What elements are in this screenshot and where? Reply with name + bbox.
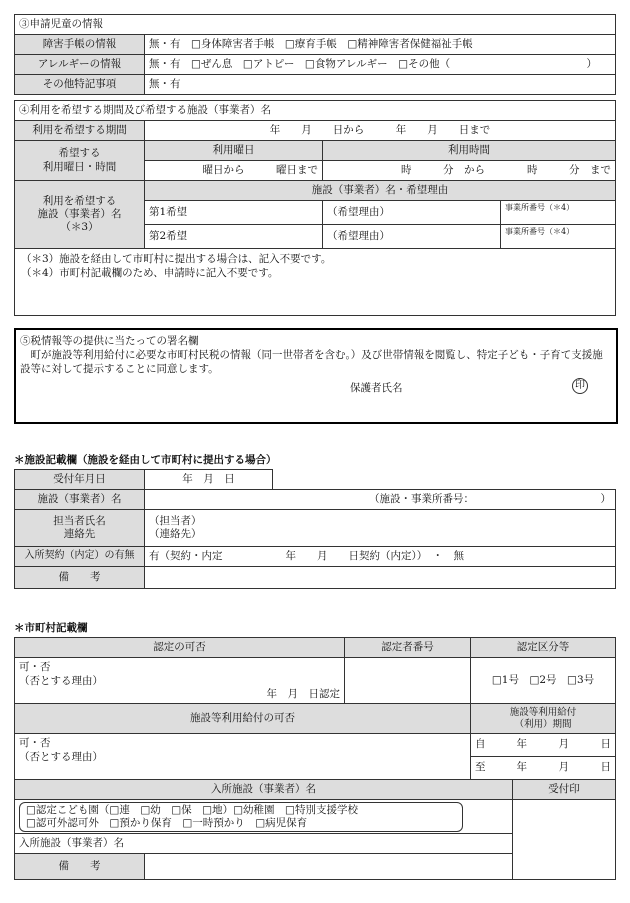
- consent-text: 町が施設等利用給付に必要な市町村民税の情報（同一世帯者を含む。）及び世帯情報を閲覧し、特定子ども・子育て支援施設等に対して提示することに同意します。: [20, 349, 603, 375]
- other-notes-label: その他特記事項: [15, 75, 145, 95]
- allergy-value[interactable]: 無・有 □ぜん息 □アトピー □食物アレルギー □その他（ ）: [145, 55, 616, 75]
- receipt-date-label: 受付年月日: [15, 470, 145, 490]
- time-value[interactable]: 時 分 から 時 分 まで: [323, 161, 616, 181]
- seal-icon: 印: [572, 378, 588, 394]
- benefit-cell[interactable]: 可・否 （否とする理由）: [15, 734, 471, 780]
- stamp-head: 受付印: [513, 780, 616, 800]
- staff-label: 担当者氏名 連絡先: [15, 510, 145, 547]
- choice-2-reason[interactable]: （希望理由）: [323, 225, 501, 249]
- section-city-entry: [14, 620, 616, 880]
- time-head: 利用時間: [323, 141, 616, 161]
- contract-value[interactable]: 有（契約・内定 年 月 日契約（内定）） ・ 無: [145, 547, 616, 567]
- period-label: 利用を希望する期間: [15, 121, 145, 141]
- period-from[interactable]: 自 年 月 日: [471, 734, 616, 757]
- class-head: 認定区分等: [471, 638, 616, 658]
- allergy-label: アレルギーの情報: [15, 55, 145, 75]
- facility-options[interactable]: [15, 800, 513, 834]
- facility-label: 利用を希望する 施設（事業者）名 （＊3）: [15, 181, 145, 249]
- choice-1[interactable]: 第1希望: [145, 201, 323, 225]
- section-title: ③申請児童の情報: [15, 15, 616, 35]
- city-facility-name[interactable]: 入所施設（事業者）名: [15, 834, 513, 854]
- guardian-label: 保護者氏名: [350, 382, 403, 394]
- benefit-head: 施設等利用給付の可否: [15, 704, 471, 734]
- consent-title: ⑤税情報等の提供に当たっての署名欄: [20, 335, 199, 347]
- period-head: 施設等利用給付 （利用）期間: [471, 704, 616, 734]
- days-label: 希望する 利用曜日・時間: [15, 141, 145, 181]
- notes: [15, 249, 616, 316]
- facility-head: 施設（事業者）名・希望理由: [145, 181, 616, 201]
- section-usage-request: [14, 100, 616, 316]
- facility-name-value[interactable]: （施設・事業所番号： ）: [145, 490, 616, 510]
- other-notes-value[interactable]: 無・有: [145, 75, 616, 95]
- days-value[interactable]: 曜日から 曜日まで: [145, 161, 323, 181]
- guardian-row: [20, 380, 612, 396]
- days-head: 利用曜日: [145, 141, 323, 161]
- note-4: （＊4）市町村記載欄のため、申請時に記入不要です。: [21, 267, 279, 279]
- city-remarks-label: 備 考: [15, 854, 145, 880]
- section-facility-entry: [14, 452, 616, 589]
- class-cell[interactable]: □1号 □2号 □3号: [471, 658, 616, 704]
- section-title: ④利用を希望する期間及び希望する施設（事業者）名: [15, 101, 616, 121]
- note-3: （＊3）施設を経由して市町村に提出する場合は、記入不要です。: [21, 253, 332, 265]
- approver-cell[interactable]: [345, 658, 471, 704]
- facility-options-line1: □認定こども園（□連 □幼 □保 □地）□幼稚園 □特別支援学校: [26, 803, 358, 816]
- approve-cell[interactable]: 可・否 （否とする理由） 年 月 日認定: [15, 658, 345, 704]
- disability-label: 障害手帳の情報: [15, 35, 145, 55]
- choice-1-reason[interactable]: （希望理由）: [323, 201, 501, 225]
- facility-head: 入所施設（事業者）名: [15, 780, 513, 800]
- receipt-date-value[interactable]: 年 月 日: [145, 470, 273, 490]
- city-section-title: ＊市町村記載欄: [14, 622, 88, 634]
- contract-label: 入所契約（内定）の有無: [15, 547, 145, 567]
- section-tax-consent: [14, 328, 618, 424]
- period-to[interactable]: 至 年 月 日: [471, 757, 616, 780]
- city-remarks-value[interactable]: [145, 854, 513, 880]
- choice-1-office: 事業所番号（＊4）: [501, 201, 616, 225]
- facility-options-line2: □認可外認可外 □預かり保育 □一時預かり □病児保育: [26, 816, 308, 829]
- facility-name-label: 施設（事業者）名: [15, 490, 145, 510]
- period-value[interactable]: 年 月 日から 年 月 日まで: [145, 121, 616, 141]
- staff-value[interactable]: （担当者） （連絡先）: [145, 510, 616, 547]
- choice-2[interactable]: 第2希望: [145, 225, 323, 249]
- stamp-cell: [513, 800, 616, 880]
- facility-section-title: ＊施設記載欄（施設を経由して市町村に提出する場合）: [14, 454, 277, 466]
- choice-2-office: 事業所番号（＊4）: [501, 225, 616, 249]
- facility-remarks-label: 備 考: [15, 567, 145, 589]
- approve-head: 認定の可否: [15, 638, 345, 658]
- disability-value[interactable]: 無・有 □身体障害者手帳 □療育手帳 □精神障害者保健福祉手帳: [145, 35, 616, 55]
- approver-head: 認定者番号: [345, 638, 471, 658]
- section-child-info: [14, 14, 616, 95]
- facility-remarks-value[interactable]: [145, 567, 616, 589]
